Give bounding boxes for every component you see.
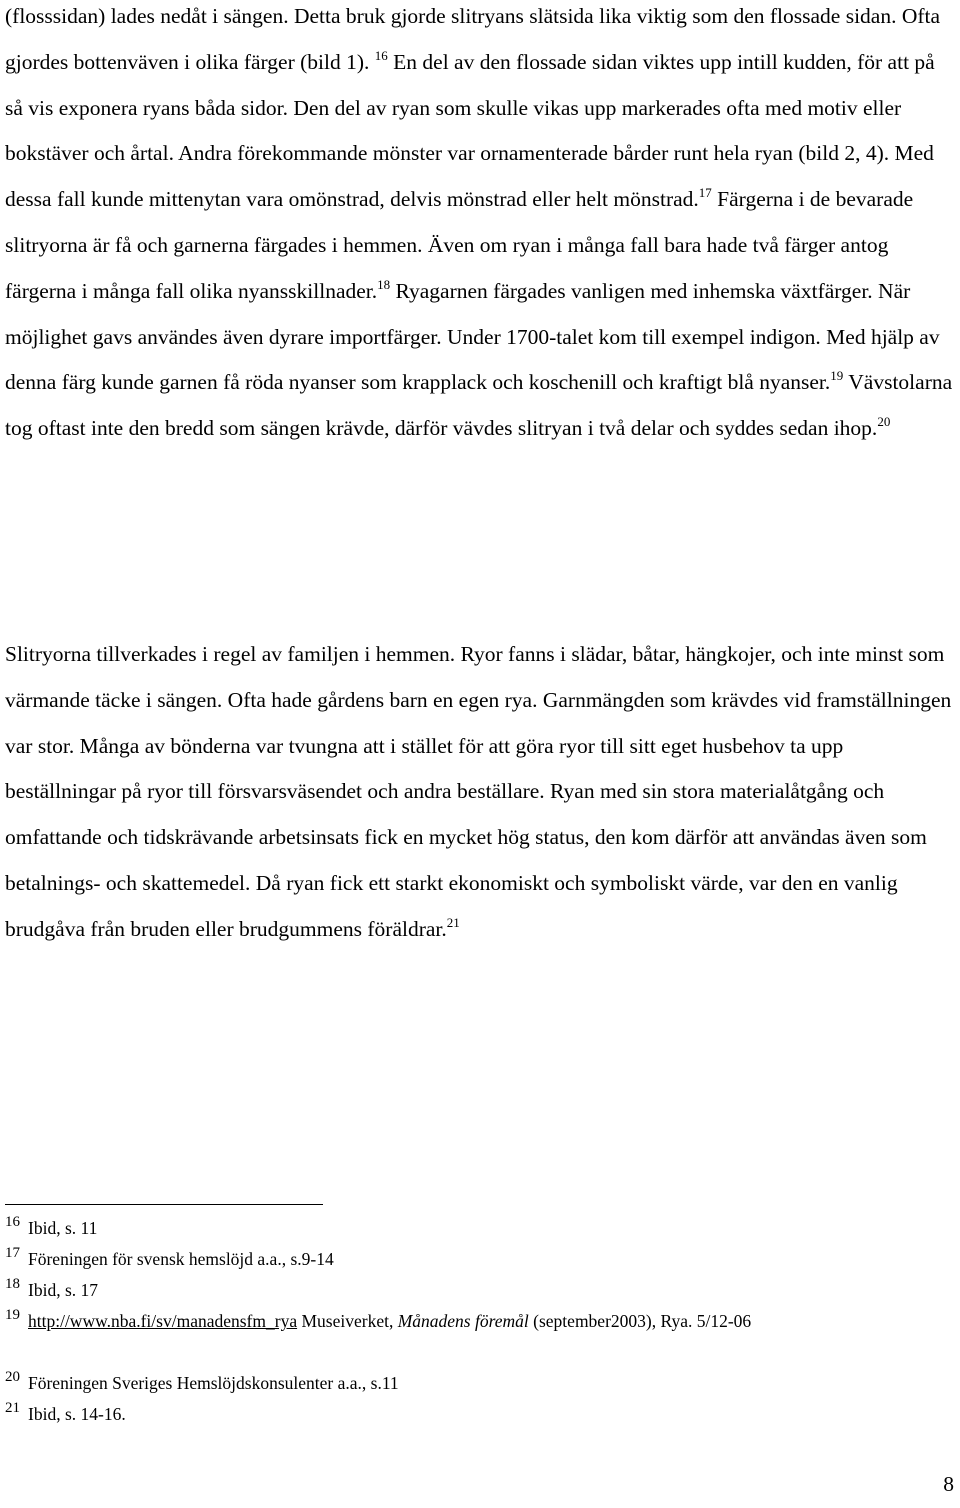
footnote-italic-title: Månadens föremål — [397, 1311, 529, 1331]
footnote-number: 19 — [5, 1307, 20, 1323]
footnote-reference[interactable]: 20 — [877, 414, 891, 430]
footnote-text: Föreningen för svensk hemslöjd a.a., s.9-14 — [28, 1249, 334, 1269]
paragraph-text: En del av den flossade sidan viktes upp intill kudden, för att på så vis exponera ryans båda sidor. Den del av ryan som skulle vikas upp markerades ofta med motiv eller bokstäver och årtal. Andra förekommande mönster var ornamenterade bårder runt hela ryan (bild 2, 4). Med dessa fall kunde mittenytan vara omönstrad, delvis mönstrad eller helt mönstrad. — [5, 49, 935, 212]
footnote-number: 18 — [5, 1276, 20, 1292]
footnote-link[interactable]: http://www.nba.fi/sv/manadensfm_rya — [28, 1311, 298, 1331]
paragraph-text: (flosssidan) lades nedåt i sängen. Detta bruk gjorde slitryans slätsida lika viktig som den flossade sidan. Ofta gjordes bottenväven i olika färger (bild 1). — [5, 4, 941, 74]
body-paragraph-1 — [5, 0, 953, 452]
page-number: 8 — [943, 1472, 954, 1496]
footnote-number: 16 — [5, 1214, 20, 1230]
footnote-17 — [5, 1245, 334, 1270]
footnote-text: Museiverket, — [297, 1311, 398, 1331]
footnote-text: Ibid, s. 17 — [28, 1280, 98, 1300]
footnote-text: (september2003), Rya. 5/12-06 — [528, 1311, 752, 1331]
paragraph-text: Slitryorna tillverkades i regel av familjen i hemmen. Ryor fanns i slädar, båtar, hängkojer, och inte minst som värmande täcke i sängen. Ofta hade gårdens barn en egen rya. Garnmängden som krävdes vid framställningen var stor. Många av bönderna var tvungna att i stället för att göra ryor till sitt eget husbehov ta upp beställningar på ryor till försvarsväsendet och andra beställare. Ryan med sin stora materialåtgång och omfattande och tidskrävande arbetsinsats fick en mycket hög status, den kom därför att användas även som betalnings- och skattemedel. Då ryan fick ett starkt ekonomiskt och symboliskt värde, var den en vanlig brudgåva från bruden eller brudgummens föräldrar. — [5, 642, 952, 941]
footnote-text: Ibid, s. 11 — [28, 1218, 98, 1238]
footnote-20 — [5, 1369, 399, 1394]
footnote-reference[interactable]: 19 — [830, 368, 844, 384]
footnote-reference[interactable]: 18 — [377, 276, 391, 292]
paragraph-text: Färgerna i de bevarade slitryorna är få och garnerna färgades i hemmen. Även om ryan i många fall bara hade två färger antog färgerna i många fall olika nyansskillnader. — [5, 187, 914, 303]
paragraph-text: Ryagarnen färgades vanligen med inhemska växtfärger. När möjlighet gavs användes även dyrare importfärger. Under 1700-talet kom till exempel indigon. Med hjälp av denna färg kunde garnen få röda nyanser som krapplack och koschenill och kraftigt blå nyanser. — [5, 278, 940, 395]
footnote-19 — [5, 1307, 752, 1332]
footnote-reference[interactable]: 16 — [374, 47, 388, 63]
footnote-text: Ibid, s. 14-16. — [28, 1404, 126, 1424]
paragraph-text: Vävstolarna tog oftast inte den bredd som sängen krävde, därför vävdes slitryan i två delar och syddes sedan ihop. — [5, 370, 953, 441]
footnote-text: Föreningen Sveriges Hemslöjdskonsulenter a.a., s.11 — [28, 1373, 399, 1393]
footnote-number: 17 — [5, 1245, 20, 1261]
footnote-18 — [5, 1276, 98, 1301]
footnote-reference[interactable]: 21 — [446, 914, 460, 930]
footnote-16 — [5, 1214, 98, 1239]
footnote-reference[interactable]: 17 — [698, 185, 712, 201]
footnote-number: 20 — [5, 1369, 20, 1385]
footnote-divider — [5, 1204, 323, 1205]
body-paragraph-2 — [5, 632, 953, 953]
footnote-21 — [5, 1400, 126, 1425]
footnote-number: 21 — [5, 1400, 20, 1416]
